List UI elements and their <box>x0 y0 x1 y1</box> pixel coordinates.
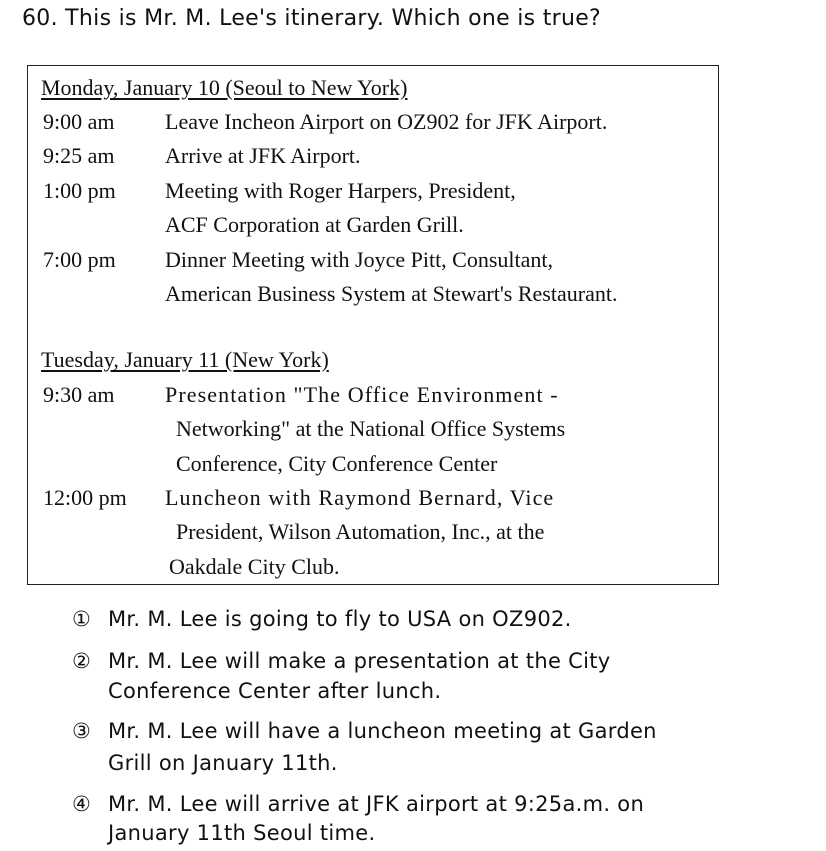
question-title: 60. This is Mr. M. Lee's itinerary. Which one is true? <box>22 6 602 31</box>
entry-time: 9:00 am <box>43 109 115 134</box>
entry-time: 7:00 pm <box>43 247 116 272</box>
choice-text: January 11th Seoul time. <box>108 821 376 845</box>
entry-time: 12:00 pm <box>43 485 127 510</box>
entry-text: Dinner Meeting with Joyce Pitt, Consultant, <box>165 247 554 272</box>
entry-text: Oakdale City Club. <box>169 554 340 579</box>
itinerary-box <box>27 65 719 585</box>
entry-text: President, Wilson Automation, Inc., at the <box>176 519 545 544</box>
choice-number: ④ <box>72 792 92 816</box>
entry-text: ACF Corporation at Garden Grill. <box>165 212 464 237</box>
entry-text: Networking" at the National Office Systems <box>176 416 566 441</box>
entry-text: Leave Incheon Airport on OZ902 for JFK Airport. <box>165 109 608 134</box>
choice-text: Mr. M. Lee is going to fly to USA on OZ902. <box>108 607 572 631</box>
entry-text: Presentation "The Office Environment - <box>165 382 559 407</box>
entry-text: Meeting with Roger Harpers, President, <box>165 178 516 203</box>
entry-time: 1:00 pm <box>43 178 116 203</box>
choice-number: ② <box>72 649 92 673</box>
day-heading-monday: Monday, January 10 (Seoul to New York) <box>41 75 408 100</box>
choice-clipped-line <box>72 716 812 743</box>
entry-text: Arrive at JFK Airport. <box>165 143 361 168</box>
entry-time: 9:30 am <box>43 382 115 407</box>
day-heading-tuesday: Tuesday, January 11 (New York) <box>41 347 329 372</box>
choice-text: Grill on January 11th. <box>108 751 338 775</box>
entry-time: 9:25 am <box>43 143 115 168</box>
choice-text: Mr. M. Lee will make a presentation at the City <box>108 649 611 673</box>
entry-text: Luncheon with Raymond Bernard, Vice <box>165 485 555 510</box>
choice-text: Mr. M. Lee will have a luncheon meeting at Garden <box>108 719 657 743</box>
choice-text: Conference Center after lunch. <box>108 679 442 703</box>
choice-number: ③ <box>72 719 92 743</box>
entry-text: Conference, City Conference Center <box>176 451 498 476</box>
entry-text: American Business System at Stewart's Restaurant. <box>165 281 618 306</box>
choice-text: Mr. M. Lee will arrive at JFK airport at 9:25a.m. on <box>108 792 645 816</box>
choice-number: ① <box>72 607 92 631</box>
